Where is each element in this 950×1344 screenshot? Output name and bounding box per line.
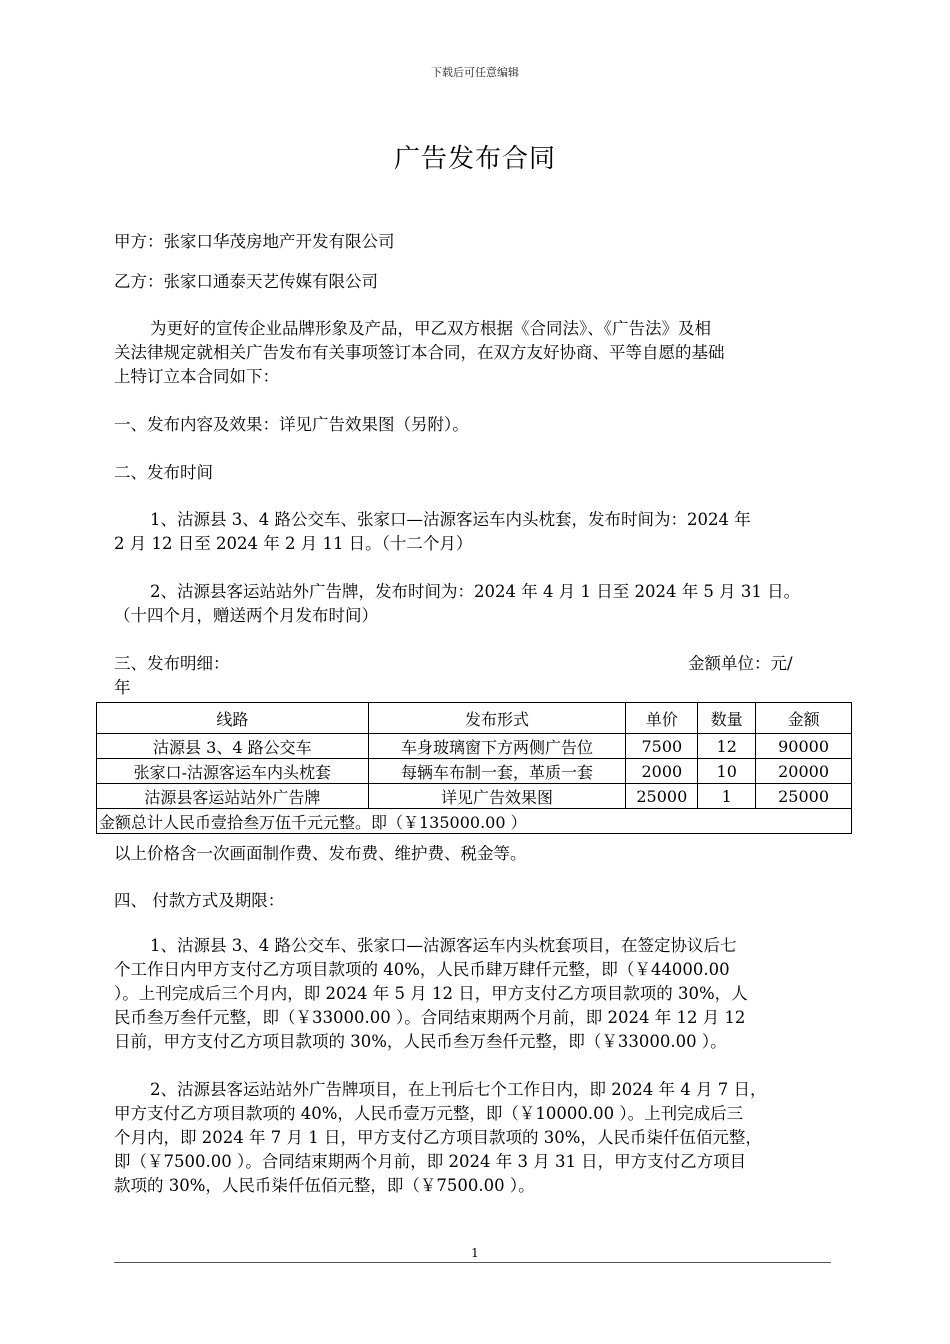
- table-cell: 20000: [756, 759, 852, 784]
- table-cell: 沽源县 3、4 路公交车: [97, 734, 369, 759]
- table-cell: 详见广告效果图: [368, 784, 626, 809]
- paragraph-line: 民币叁万叁仟元整，即（￥33000.00 ）。合同结束期两个月前，即 2024 年 12 月 12: [114, 1008, 746, 1027]
- table-total-row: [97, 809, 852, 834]
- intro-line: 上特订立本合同如下：: [114, 367, 279, 386]
- paragraph-line: 日前，甲方支付乙方项目款项的 30%，人民币叁万叁仟元整，即（￥33000.00 ）。: [114, 1032, 727, 1051]
- table-cell: 车身玻璃窗下方两侧广告位: [368, 734, 626, 759]
- table-cell: 每辆车布制一套，革质一套: [368, 759, 626, 784]
- page-number: 1: [471, 1246, 479, 1260]
- section-4-item-2: [114, 1078, 838, 1198]
- table-cell: 2000: [626, 759, 698, 784]
- table-cell: 7500: [626, 734, 698, 759]
- table-cell: 张家口-沽源客运车内头枕套: [97, 759, 369, 784]
- table-row: [97, 734, 852, 759]
- column-header: 数量: [698, 703, 756, 734]
- table-cell: 25000: [626, 784, 698, 809]
- table-row: [97, 784, 852, 809]
- paragraph-line: 2 月 12 日至 2024 年 2 月 11 日。（十二个月）: [114, 534, 473, 553]
- table-cell: 25000: [756, 784, 852, 809]
- footer-divider: [114, 1262, 831, 1263]
- price-note: 以上价格含一次画面制作费、发布费、维护费、税金等。: [114, 844, 527, 863]
- paragraph-line: 2、沽源县客运站站外广告牌项目，在上刊后七个工作日内，即 2024 年 4 月 7 日，: [150, 1080, 767, 1099]
- paragraph-line: 1、沽源县 3、4 路公交车、张家口—沽源客运车内头枕套项目，在签定协议后七: [150, 936, 737, 955]
- total-amount-cell: 金额总计人民币壹拾叁万伍千元元整。即（￥135000.00 ）: [97, 809, 852, 834]
- section-2-heading: 二、发布时间: [114, 463, 213, 482]
- paragraph-line: （十四个月，赠送两个月发布时间）: [114, 606, 378, 625]
- column-header: 金额: [756, 703, 852, 734]
- paragraph-line: 款项的 30%，人民币柒仟伍佰元整，即（￥7500.00 ）。: [114, 1176, 535, 1195]
- document-title: 广告发布合同: [393, 144, 556, 174]
- header-note: 下载后可任意编辑: [431, 66, 519, 79]
- party-b: 乙方：张家口通泰天艺传媒有限公司: [114, 272, 378, 291]
- intro-paragraph: [114, 317, 838, 389]
- table-cell: 沽源县客运站站外广告牌: [97, 784, 369, 809]
- amount-unit-wrap: 年: [114, 678, 131, 697]
- column-header: 发布形式: [368, 703, 626, 734]
- paragraph-line: ）。上刊完成后三个月内，即 2024 年 5 月 12 日，甲方支付乙方项目款项的 30%，人: [114, 984, 748, 1003]
- section-4-heading: 四、 付款方式及期限：: [114, 891, 285, 910]
- section-4-item-1: [114, 934, 838, 1054]
- paragraph-line: 1、沽源县 3、4 路公交车、张家口—沽源客运车内头枕套，发布时间为：2024 年: [150, 510, 751, 529]
- table-cell: 10: [698, 759, 756, 784]
- paragraph-line: 个月内，即 2024 年 7 月 1 日，甲方支付乙方项目款项的 30%，人民币柒仟伍佰元整，: [114, 1128, 762, 1147]
- intro-line: 关法律规定就相关广告发布有关事项签订本合同，在双方友好协商、平等自愿的基础: [114, 343, 725, 362]
- section-3-heading: 三、发布明细：: [114, 654, 230, 673]
- table-cell: 1: [698, 784, 756, 809]
- paragraph-line: 2、沽源县客运站站外广告牌，发布时间为：2024 年 4 月 1 日至 2024 年 5 月 31 日。: [150, 582, 801, 601]
- table-cell: 90000: [756, 734, 852, 759]
- table-cell: 12: [698, 734, 756, 759]
- section-2-item-2: [114, 580, 854, 628]
- section-2-item-1: [114, 508, 838, 556]
- party-a: 甲方：张家口华茂房地产开发有限公司: [114, 232, 395, 251]
- publication-detail-table: [96, 702, 852, 834]
- column-header: 线路: [97, 703, 369, 734]
- amount-unit-label: 金额单位：元/: [688, 654, 793, 673]
- table-row: [97, 759, 852, 784]
- column-header: 单价: [626, 703, 698, 734]
- paragraph-line: 即（￥7500.00 ）。合同结束期两个月前，即 2024 年 3 月 31 日，甲方支付乙方项目: [114, 1152, 747, 1171]
- paragraph-line: 个工作日内甲方支付乙方项目款项的 40%，人民币肆万肆仟元整，即（￥44000.00: [114, 960, 730, 979]
- table-header-row: [97, 703, 852, 734]
- intro-line: 为更好的宣传企业品牌形象及产品，甲乙双方根据《合同法》、《广告法》及相: [150, 319, 711, 338]
- section-1: 一、发布内容及效果：详见广告效果图（另附）。: [114, 415, 469, 434]
- paragraph-line: 甲方支付乙方项目款项的 40%，人民币壹万元整，即（￥10000.00 ）。上刊完成后三: [114, 1104, 744, 1123]
